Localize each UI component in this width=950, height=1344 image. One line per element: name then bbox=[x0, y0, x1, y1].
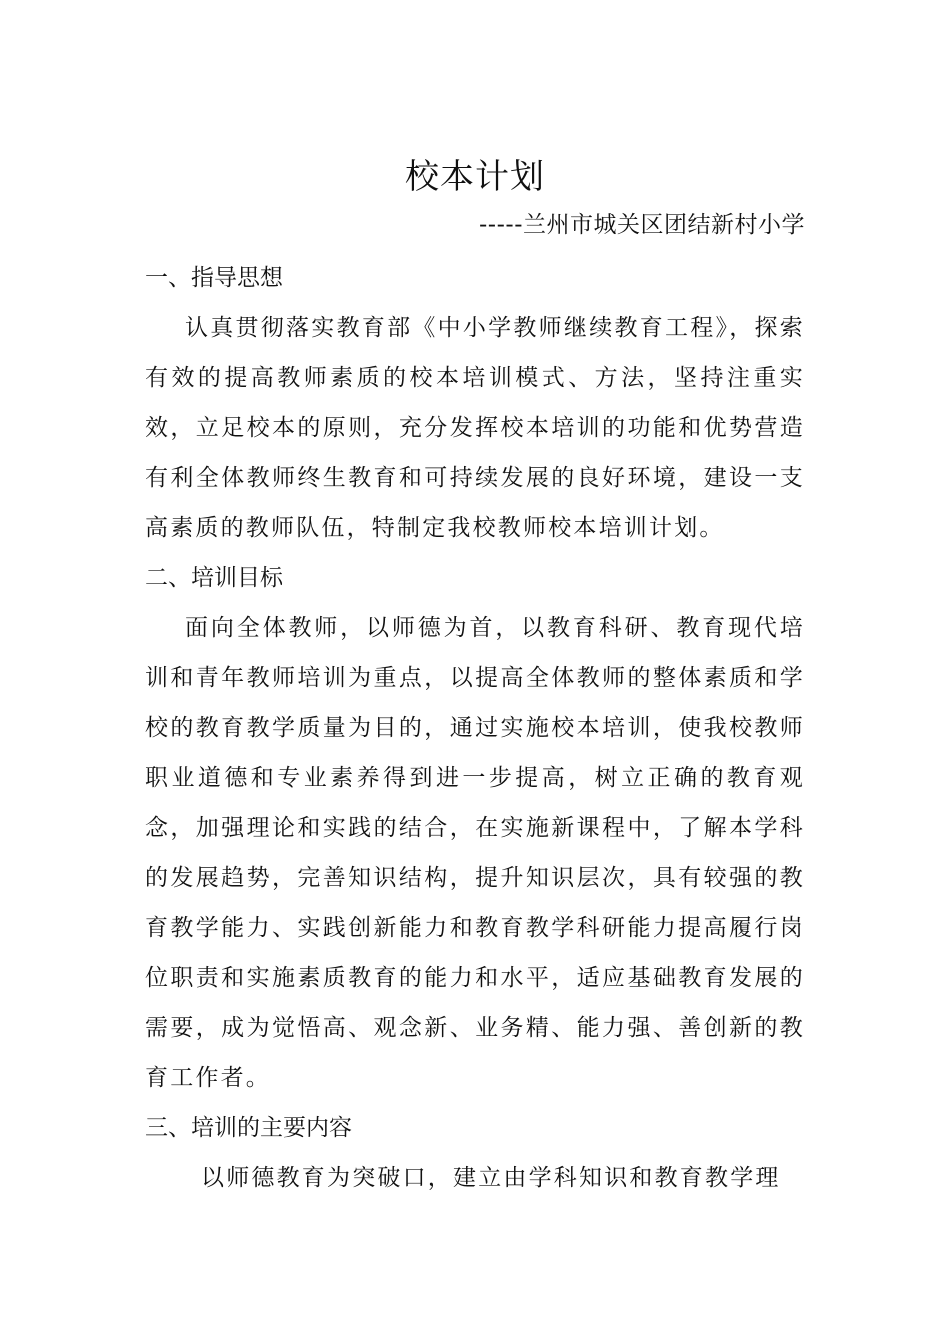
section-paragraph: 以师德教育为突破口，建立由学科知识和教育教学理 bbox=[201, 1165, 781, 1191]
section-training-goals bbox=[145, 553, 805, 1103]
document-body bbox=[145, 253, 805, 1203]
section-paragraph: 认真贯彻落实教育部《中小学教师继续教育工程》，探索有效的提高教师素质的校本培训模式、方法，坚持注重实效，立足校本的原则，充分发挥校本培训的功能和优势营造有利全体教师终生教育和可持续发展的良好环境，建设一支高素质的教师队伍，特制定我校教师校本培训计划。 bbox=[145, 315, 805, 541]
section-guiding-ideology bbox=[145, 253, 805, 553]
section-heading: 三、培训的主要内容 bbox=[145, 1115, 352, 1141]
section-training-content bbox=[145, 1103, 805, 1203]
document-title: 校本计划 bbox=[405, 157, 545, 197]
document-subtitle: -----兰州市城关区团结新村小学 bbox=[479, 212, 805, 238]
section-heading: 二、培训目标 bbox=[145, 565, 283, 591]
section-heading: 一、指导思想 bbox=[145, 265, 283, 291]
section-paragraph: 面向全体教师，以师德为首，以教育科研、教育现代培训和青年教师培训为重点，以提高全体教师的整体素质和学校的教育教学质量为目的，通过实施校本培训，使我校教师职业道德和专业素养得到进一步提高，树立正确的教育观念，加强理论和实践的结合，在实施新课程中，了解本学科的发展趋势，完善知识结构，提升知识层次，具有较强的教育教学能力、实践创新能力和教育教学科研能力提高履行岗位职责和实施素质教育的能力和水平，适应基础教育发展的需要，成为觉悟高、观念新、业务精、能力强、善创新的教育工作者。 bbox=[145, 615, 805, 1091]
